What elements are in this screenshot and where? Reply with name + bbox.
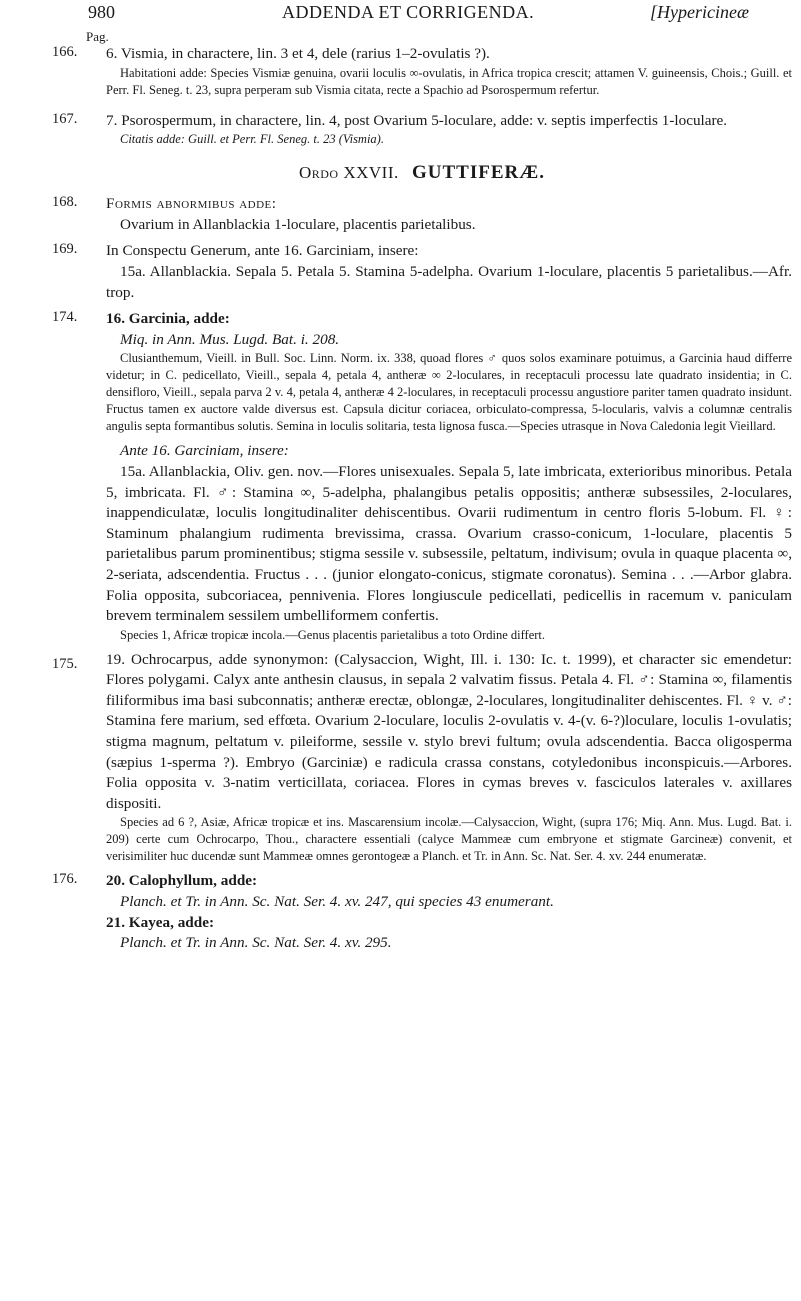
entry-169 — [52, 241, 792, 303]
order-heading — [52, 162, 792, 184]
entry-lead: In Conspectu Generum, ante 16. Garciniam, insere: — [106, 242, 419, 260]
entry-insert-lead: Ante 16. Garciniam, insere: — [120, 442, 289, 460]
margin-number: 168. — [52, 194, 78, 211]
entry-citation: Miq. in Ann. Mus. Lugd. Bat. i. 208. — [120, 330, 340, 348]
entry-lead: 6. Vismia, in charactere, lin. 3 et 4, dele (rarius 1–2-ovulatis ?). — [106, 45, 490, 62]
page-title: ADDENDA ET CORRIGENDA. — [282, 2, 535, 22]
entry-text: Citatis adde: Guill. et Perr. Fl. Seneg. t. 23 (Vismia). — [120, 132, 384, 147]
running-header — [0, 2, 801, 28]
page-number: 980 — [88, 2, 115, 22]
entry-lead-2: 21. Kayea, adde: — [106, 913, 214, 931]
family-name: [Hypericineæ — [650, 2, 749, 22]
order-name: GUTTIFERÆ. — [412, 162, 545, 184]
species-note: Species ad 6 ?, Asiæ, Africæ tropicæ et ins. Mascarensium incolæ.—Calysaccion, Wight, (supra 176; Miq. Ann. Mus. Lugd. Bat. i. 209) certe cum Ochrocarpo, Thou., charactere essentiali (calyce Mammeæ cum embryone et stigmate Garcineæ) convenit, et verisimiliter huc ducendæ sunt Mammeæ omnes gerontogeæ a Planch. et Tr. in Ann. Sc. Nat. Ser. 4. xv. 244 enumeratæ. — [106, 815, 792, 864]
entry-175 — [52, 650, 792, 866]
entry-text: 15a. Allanblackia. Sepala 5. Petala 5. Stamina 5-adelpha. Ovarium 1-loculare, placentis 5 parietalibus.—Afr. trop. — [106, 262, 792, 301]
genus-description: 15a. Allanblackia, Oliv. gen. nov.—Flores unisexuales. Sepala 5, late imbricata, exterioribus minoribus. Petala 5, imbricata. Fl. ♂: Stamina ∞, 5-adelpha, phalangibus petalis oppositis; antheræ subsessiles, 2-loculares, inappendiculatæ, loculis longitudinaliter dehiscentibus. Ovarii rudimentum in centro floris 5-lobum. Fl. ♀: Staminum phalangium rudimenta brevissima, crassa. Ovarium crasso-conicum, 1-loculare, placentis 5 parietalibus parum prominentibus; stigma sessile v. subsessile, peltatum, indivisum; ovula in quaque placenta ∞, 2-seriata, adscendentia. Fructus . . . (junior elongato-conicus, stigmate coronatus). Semina . . .—Arbor glabra. Folia opposita, subcoriacea, pennivenia. Flores longiuscule pedicellati, pedicellis in racemum v. paniculam brevem terminalem sessilem umbelliformem confertis. — [106, 462, 792, 625]
margin-number: 169. — [52, 241, 78, 258]
entry-166 — [52, 44, 792, 99]
margin-number: 166. — [52, 44, 78, 60]
entry-lead: 7. Psorospermum, in charactere, lin. 4, post Ovarium 5-loculare, adde: v. septis imperfectis 1-loculare. — [106, 111, 728, 129]
entry-lead: 16. Garcinia, adde: — [106, 310, 230, 328]
entry-text: Clusianthemum, Vieill. in Bull. Soc. Linn. Norm. ix. 338, quoad flores ♂ quos solos examinare potuimus, a Garcinia haud differre videtur; in C. pedicellato, Vieill., sepala 4, petala 4, antheræ ∞ 2-loculares, in receptaculi processu late quadrato insidentia; in C. densifloro, Vieill., sepala parva 2 v. 4, petala 4, antheræ 4 2-loculares, in receptaculi processu angustiore pariter tamen quadrato insidunt. Fructus tamen ex auctore valde diversus est. Capsula dicitur coriacea, orbiculato-compressa, 5-locularis, valvis a columnæ centralis angulis septa formantibus solutis. Semina in loculis solitaria, testa lignosa fusca.—Species utrasque in Nova Caledonia legit Vieillard. — [106, 351, 792, 434]
margin-number: 175. — [52, 655, 78, 672]
species-note: Species 1, Africæ tropicæ incola.—Genus placentis parietalibus a toto Ordine differt. — [120, 627, 546, 642]
order-label: Ordo XXVII. — [298, 163, 399, 183]
entry-167 — [52, 111, 792, 149]
entry-text: Planch. et Tr. in Ann. Sc. Nat. Ser. 4. xv. 247, qui species 43 enumerant. — [120, 893, 554, 911]
margin-number: 176. — [52, 871, 78, 888]
margin-number: 167. — [52, 110, 78, 127]
entry-168 — [52, 194, 792, 235]
entry-lead: 20. Calophyllum, adde: — [106, 872, 258, 890]
entry-lead: Formis abnormibus adde: — [106, 195, 277, 213]
entry-174 — [52, 309, 792, 644]
page-body — [52, 30, 792, 954]
entry-176 — [52, 871, 792, 953]
pag-label: Pag. — [86, 29, 109, 44]
entry-text: Ovarium in Allanblackia 1-loculare, placentis parietalibus. — [120, 215, 476, 233]
entry-text-2: Planch. et Tr. in Ann. Sc. Nat. Ser. 4. xv. 295. — [120, 934, 392, 952]
entry-lead: 19. Ochrocarpus, adde synonymon: (Calysaccion, Wight, Ill. i. 130: Ic. t. 1999), et character sic emendetur: Flores polygami. Calyx ante anthesin clausus, in sepala 2 valvatim fissus. Petala 4. Fl. ♂: Stamina ∞, filamentis filiformibus ima basi subconnatis; antheræ erectæ, oblongæ, 2-loculares, longitudinaliter dehiscentes. Fl. ♀ v. ♂: Stamina fere marium, sed effœta. Ovarium 2-loculare, loculis 2-ovulatis v. 4-(v. 6-?)loculare, loculis 1-ovulatis; stigma magnum, peltatum v. pileiforme, sessile v. stylo brevi fultum; ovula adscendentia. Bacca oligosperma (sæpius 1-sperma ?). Embryo (Garciniæ) e radicula crassa constans, cotyledonibus inconspicuis.—Arbores. Folia opposita v. 3-natim verticillata, coriacea. Flores in cymas breves v. fasciculos laterales v. axillares dispositi. — [106, 650, 792, 812]
entry-text: Habitationi adde: Species Vismiæ genuina, ovarii loculis ∞-ovulatis, in Africa tropica crescit; attamen V. guineensis, Chois.; Guill. et Perr. Fl. Seneg. t. 23, supra perperam sub Vismia citata, recte a Spachio ad Psorospermum refertur. — [106, 65, 792, 97]
margin-number: 174. — [52, 309, 78, 326]
